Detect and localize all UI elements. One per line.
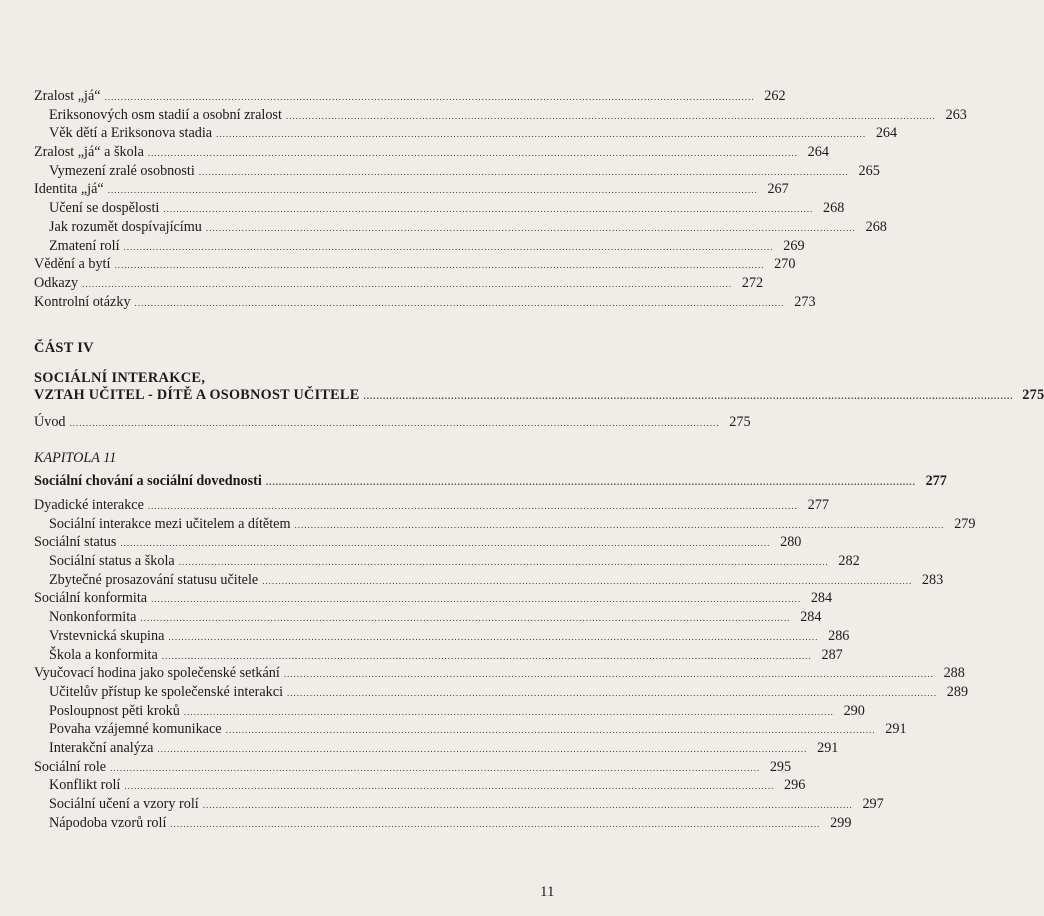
entry-label: Učení se dospělosti — [49, 200, 160, 217]
toc-entry — [34, 255, 796, 274]
entry-label: Vymezení zralé osobnosti — [49, 162, 195, 179]
dot-leader: ........................................................................................................................................................................................................ — [107, 185, 758, 196]
entry-label: Posloupnost pěti kroků — [49, 702, 180, 719]
dot-leader: ........................................................................................................................................................................................................ — [285, 110, 936, 121]
dot-leader: ........................................................................................................................................................................................................ — [120, 538, 771, 549]
dot-leader: ........................................................................................................................................................................................................ — [123, 241, 774, 252]
toc-entry — [34, 552, 860, 571]
entry-label: Dyadické interakce — [34, 497, 144, 513]
entry-label: Učitelův přístup ke společenské interakci — [49, 683, 284, 700]
dot-leader: ........................................................................................................................................................................................................ — [114, 260, 765, 271]
page-number: 265 — [858, 162, 880, 179]
entry-label: Úvod — [34, 414, 66, 430]
toc-entry — [34, 720, 907, 739]
entry-label: Povaha vzájemné komunikace — [49, 721, 222, 738]
dot-leader: ........................................................................................................................................................................................................ — [287, 687, 938, 698]
entry-label: Sociální status a škola — [49, 553, 175, 570]
page-number: 297 — [862, 796, 884, 812]
dot-leader: ........................................................................................................................................................................................................ — [216, 129, 867, 140]
dot-leader: ........................................................................................................................................................................................................ — [147, 148, 798, 159]
page-number: 270 — [774, 256, 796, 273]
dot-leader: ........................................................................................................................................................................................................ — [205, 222, 856, 233]
page-number: 269 — [783, 237, 805, 254]
toc-entry — [34, 664, 965, 683]
page-number: 275 — [729, 414, 751, 430]
part-title-line1: SOCIÁLNÍ INTERAKCE, — [34, 370, 206, 386]
page-number: 262 — [764, 88, 786, 104]
page-number: 284 — [810, 590, 833, 607]
page-number: 289 — [946, 683, 969, 700]
dot-leader: ........................................................................................................................................................................................................ — [178, 557, 829, 568]
dot-leader: ........................................................................................................................................................................................................ — [82, 278, 733, 289]
page-number: 280 — [780, 534, 802, 551]
page-number: 277 — [925, 473, 947, 489]
page-number: 263 — [945, 106, 967, 123]
toc-entry — [34, 533, 802, 552]
toc-entry — [34, 758, 792, 777]
dot-leader: ........................................................................................................................................................................................................ — [163, 204, 814, 215]
toc-entry — [34, 739, 839, 758]
toc-entry — [34, 162, 880, 181]
entry-label: Eriksonových osm stadií a osobní zralost — [49, 106, 282, 123]
toc-entry — [34, 776, 806, 795]
page-number: 273 — [794, 293, 816, 310]
chapter-title-row — [34, 472, 947, 491]
page-folio: 11 — [540, 884, 555, 900]
chapter-label: KAPITOLA 11 — [34, 450, 117, 466]
dot-leader: ........................................................................................................................................................................................................ — [157, 743, 808, 754]
entry-label: Věk dětí a Eriksonova stadia — [49, 125, 213, 142]
page-number: 275 — [1022, 387, 1044, 403]
entry-label: Interakční analýza — [49, 739, 154, 756]
toc-entry — [34, 702, 865, 721]
dot-leader: ........................................................................................................................................................................................................ — [69, 418, 720, 428]
dot-leader: ........................................................................................................................................................................................................ — [183, 706, 834, 717]
dot-leader: ........................................................................................................................................................................................................ — [168, 631, 819, 642]
page-number: 283 — [921, 571, 944, 588]
page-number: 264 — [875, 125, 898, 142]
toc-entry — [34, 180, 789, 199]
dot-leader: ........................................................................................................................................................................................................ — [363, 391, 1014, 401]
chapter-title: Sociální chování a sociální dovednosti — [34, 473, 262, 489]
dot-leader: ........................................................................................................................................................................................................ — [262, 575, 913, 586]
page-number: 268 — [823, 200, 845, 217]
page-number: 299 — [830, 814, 852, 831]
entry-label: Odkazy — [34, 274, 79, 291]
dot-leader: ........................................................................................................................................................................................................ — [151, 594, 802, 605]
dot-leader: ........................................................................................................................................................................................................ — [110, 762, 761, 773]
toc-entry — [34, 515, 976, 534]
entry-label: Sociální interakce mezi učitelem a dítětem — [49, 515, 291, 532]
part-label: ČÁST IV — [34, 340, 94, 356]
entry-label: Zralost „já“ — [34, 88, 101, 104]
toc-entry — [34, 627, 850, 646]
entry-label: Zmatení rolí — [49, 237, 120, 254]
page-number: 264 — [807, 144, 829, 161]
dot-leader: ........................................................................................................................................................................................................ — [225, 725, 876, 736]
dot-leader: ........................................................................................................................................................................................................ — [283, 669, 934, 680]
toc-entry — [34, 496, 829, 515]
toc-entry — [34, 237, 805, 256]
entry-label: Nápodoba vzorů rolí — [49, 814, 167, 831]
entry-label: Identita „já“ — [34, 181, 104, 198]
dot-leader: ........................................................................................................................................................................................................ — [140, 613, 791, 624]
toc-entry — [34, 646, 843, 665]
page-number: 279 — [954, 515, 976, 532]
dot-leader: ........................................................................................................................................................................................................ — [161, 650, 812, 661]
page-number: 282 — [838, 553, 860, 570]
part-title-row — [34, 386, 1044, 405]
dot-leader: ........................................................................................................................................................................................................ — [198, 166, 849, 177]
page-number: 295 — [769, 758, 792, 775]
page-number: 286 — [828, 627, 850, 644]
page-number: 272 — [741, 274, 764, 291]
dot-leader: ........................................................................................................................................................................................................ — [147, 501, 798, 511]
toc-entry — [34, 293, 816, 312]
dot-leader: ........................................................................................................................................................................................................ — [202, 800, 853, 810]
entry-label: Vědění a bytí — [34, 256, 111, 273]
entry-label: Konflikt rolí — [49, 777, 121, 794]
page-number: 287 — [821, 646, 843, 663]
dot-leader: ........................................................................................................................................................................................................ — [134, 297, 785, 308]
dot-leader: ........................................................................................................................................................................................................ — [124, 781, 775, 792]
entry-label: Sociální status — [34, 534, 117, 551]
dot-leader: ........................................................................................................................................................................................................ — [294, 519, 945, 530]
toc-entry — [34, 571, 944, 590]
toc-entry — [34, 87, 786, 106]
page-number: 290 — [843, 702, 865, 719]
entry-label: Vrstevnická skupina — [49, 627, 165, 644]
entry-label: Sociální učení a vzory rolí — [49, 796, 199, 812]
toc-section-bottom — [34, 496, 976, 832]
toc-entry — [34, 683, 969, 702]
page-number: 277 — [807, 497, 829, 513]
dot-leader: ........................................................................................................................................................................................................ — [265, 477, 916, 487]
entry-label: Zbytečné prosazování statusu učitele — [49, 571, 259, 588]
page-number: 291 — [885, 721, 907, 738]
toc-entry — [34, 124, 898, 143]
toc-entry — [34, 608, 822, 627]
page-number: 268 — [865, 218, 887, 235]
entry-label: Kontrolní otázky — [34, 293, 131, 310]
toc-section-top — [34, 87, 967, 311]
toc-entry — [34, 795, 884, 814]
entry-label: Jak rozumět dospívajícímu — [49, 218, 202, 235]
entry-label: Škola a konformita — [49, 646, 158, 663]
toc-entry — [34, 143, 829, 162]
page-number: 288 — [943, 665, 965, 682]
entry-label: Vyučovací hodina jako společenské setkání — [34, 665, 280, 682]
page-number: 291 — [817, 739, 839, 756]
toc-entry-intro — [34, 413, 751, 432]
entry-label: Sociální role — [34, 758, 107, 775]
toc-entry — [34, 814, 852, 833]
toc-entry — [34, 218, 887, 237]
page-number: 284 — [800, 609, 822, 626]
toc-entry — [34, 199, 845, 218]
page-number: 296 — [784, 777, 806, 794]
page-number: 267 — [767, 181, 789, 198]
toc-entry — [34, 106, 967, 125]
entry-label: Nonkonformita — [49, 609, 137, 626]
entry-label: Sociální konformita — [34, 590, 148, 607]
part-title-line2: VZTAH UČITEL - DÍTĚ A OSOBNOST UČITELE — [34, 387, 360, 403]
toc-entry — [34, 274, 764, 293]
toc-entry — [34, 589, 833, 608]
dot-leader: ........................................................................................................................................................................................................ — [170, 818, 821, 829]
dot-leader: ........................................................................................................................................................................................................ — [104, 92, 755, 102]
entry-label: Zralost „já“ a škola — [34, 144, 144, 161]
